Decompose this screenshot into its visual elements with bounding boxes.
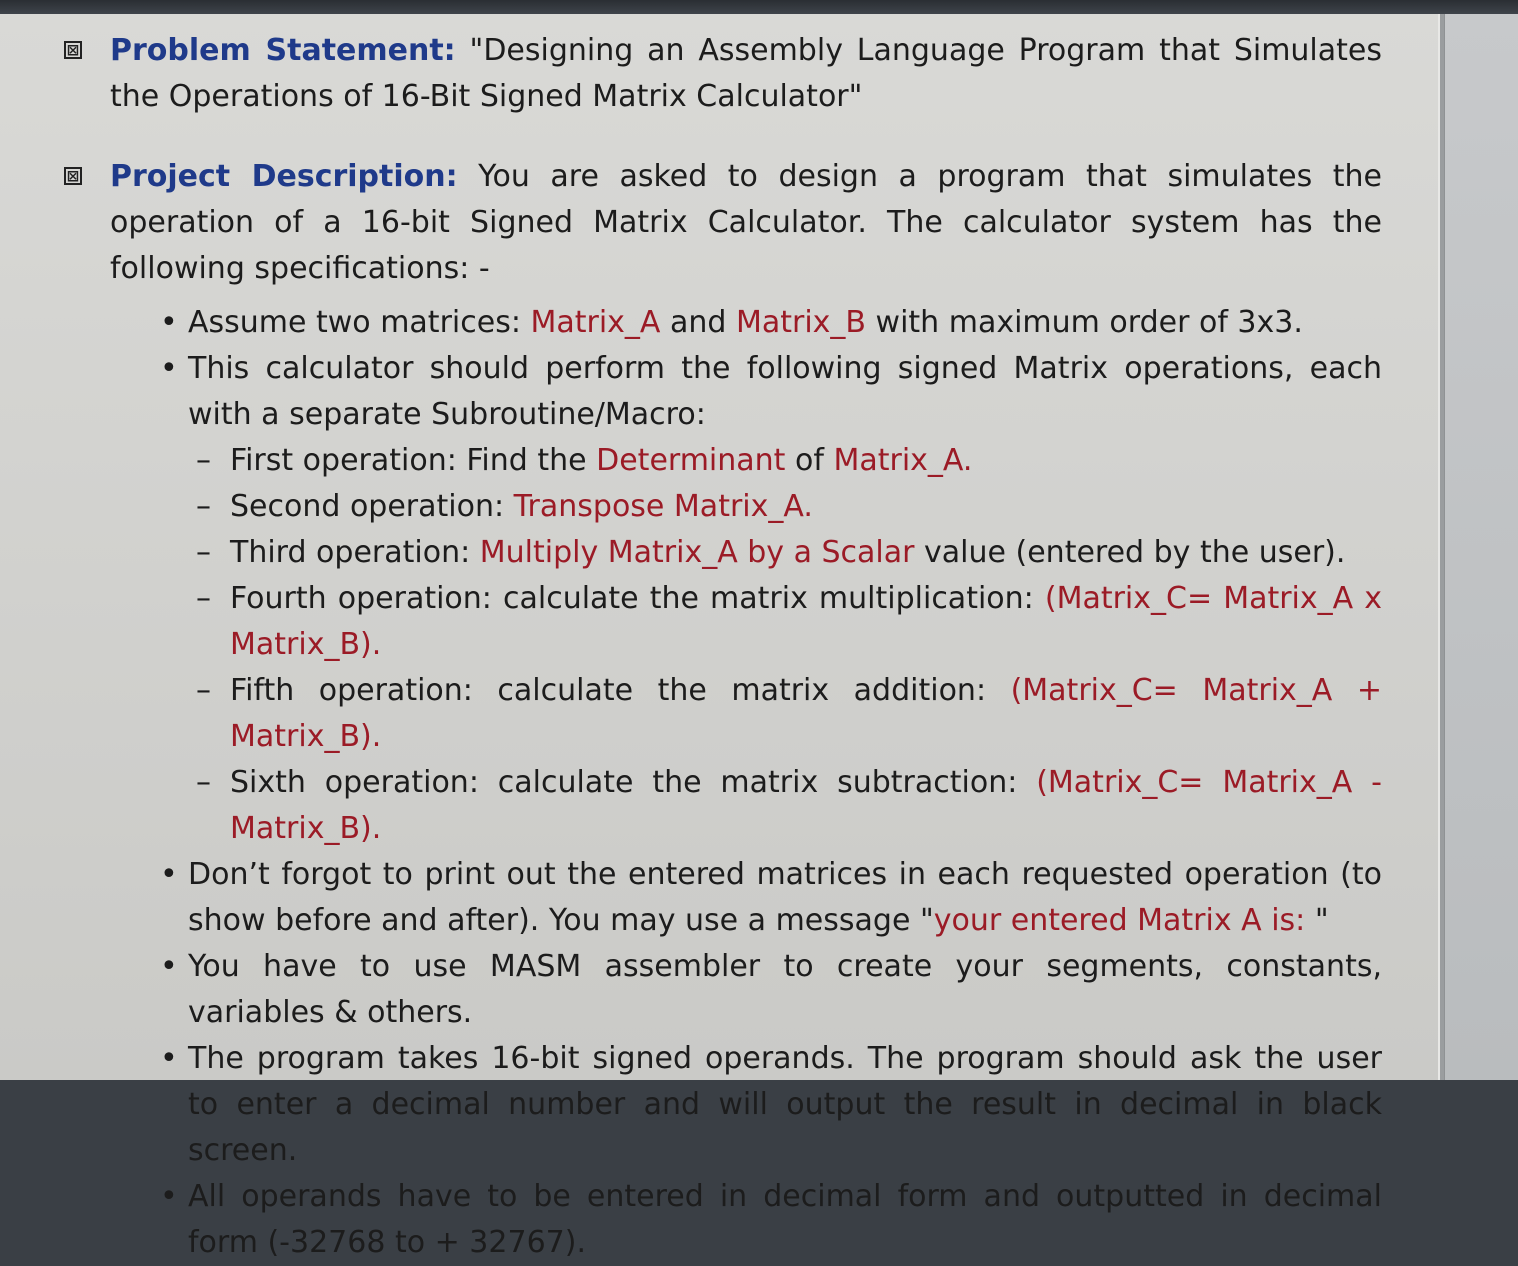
bullet-icon: • (160, 949, 178, 984)
operation-item (196, 668, 1382, 760)
list-item (160, 1174, 1382, 1266)
dash-icon: – (196, 535, 211, 570)
problem-statement (62, 28, 1382, 120)
operation-item (196, 576, 1383, 668)
text: Don’t forgot to print out the entered matrices in each requested operation (to show before and after). You may use a message " (188, 857, 1382, 938)
project-description (62, 154, 1382, 1266)
list-item (160, 944, 1382, 1036)
text: with maximum order of 3x3. (866, 305, 1303, 340)
highlight: Transpose Matrix_A. (513, 489, 813, 524)
bullet-icon: • (160, 857, 178, 892)
bullet-icon: • (160, 1041, 178, 1076)
operations-list (188, 438, 1382, 852)
specification-list (110, 300, 1382, 1266)
highlight: Determinant (596, 443, 786, 478)
highlight: (Matrix_C= Matrix_A + Matrix_B). (230, 673, 1382, 754)
highlight: Matrix_A. (833, 443, 973, 478)
highlight: (Matrix_C= Matrix_A - Matrix_B). (230, 765, 1382, 846)
list-item (160, 346, 1383, 852)
text: First operation: Find the (230, 443, 597, 478)
dash-icon: – (196, 673, 211, 708)
checkbox-icon: ⊠ (64, 41, 82, 59)
problem-statement-text: "Designing an Assembly Language Program that Simulates the Operations of 16-Bit Signed Matrix Calculator" (110, 33, 1383, 114)
project-description-heading: Project Description: (110, 159, 458, 194)
list-item (160, 852, 1382, 944)
text: Third operation: (230, 535, 480, 570)
side-panel (1444, 14, 1518, 1080)
text: " (1314, 903, 1329, 938)
text: of (785, 443, 834, 478)
text: Assume two matrices: (188, 305, 531, 340)
bullet-icon: • (160, 351, 178, 386)
operation-item (196, 484, 1382, 530)
text: This calculator should perform the following signed Matrix operations, each with a separate Subroutine/Macro: (188, 351, 1382, 432)
text: You have to use MASM assembler to create your segments, constants, variables & others. (188, 949, 1382, 1030)
text: The program takes 16-bit signed operands. The program should ask the user to enter a decimal number and will output the result in decimal in black screen. (188, 1041, 1382, 1168)
bullet-icon: • (160, 305, 178, 340)
text: All operands have to be entered in decimal form and outputted in decimal form (-32768 to + 32767). (188, 1179, 1382, 1260)
highlight: Multiply Matrix_A by a Scalar (479, 535, 915, 570)
text: Fourth operation: calculate the matrix multiplication: (230, 581, 1045, 616)
problem-statement-heading: Problem Statement: (110, 33, 456, 68)
dash-icon: – (196, 765, 211, 800)
highlight: (Matrix_C= Matrix_A x Matrix_B). (230, 581, 1383, 662)
operation-item (196, 530, 1382, 576)
bullet-icon: • (160, 1179, 178, 1214)
operation-item (196, 760, 1382, 852)
matrix-a-term: Matrix_A (530, 305, 661, 340)
matrix-b-term: Matrix_B (735, 305, 867, 340)
text: Fifth operation: calculate the matrix addition: (230, 673, 1011, 708)
dash-icon: – (196, 581, 211, 616)
message-example: your entered Matrix A is: (933, 903, 1315, 938)
document-content (62, 28, 1382, 1266)
operation-item (196, 438, 1382, 484)
list-item (160, 300, 1382, 346)
text: Sixth operation: calculate the matrix subtraction: (230, 765, 1037, 800)
list-item (160, 1036, 1382, 1174)
text: value (entered by the user). (914, 535, 1346, 570)
checkbox-icon: ⊠ (64, 167, 82, 185)
dash-icon: – (196, 443, 211, 478)
text: and (660, 305, 736, 340)
text: Second operation: (230, 489, 514, 524)
dash-icon: – (196, 489, 211, 524)
project-description-text: You are asked to design a program that simulates the operation of a 16-bit Signed Matrix Calculator. The calculator system has the following specifications: - (110, 159, 1382, 286)
